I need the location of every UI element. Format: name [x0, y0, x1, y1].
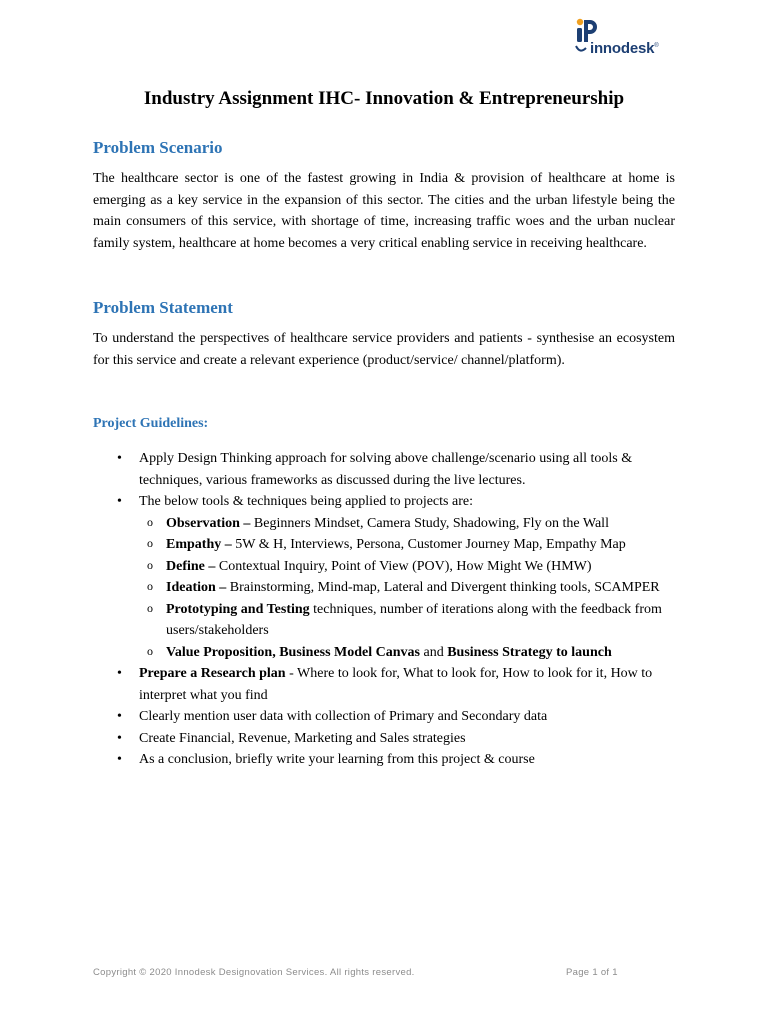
guideline-item-conclusion: • As a conclusion, briefly write your learning from this project & course [93, 749, 683, 771]
footer-page-number: Page 1 of 1 [566, 967, 618, 978]
sub-item-prototyping: o Prototyping and Testing techniques, number of iterations along with the feedback from users/stakeholders [93, 599, 683, 642]
logo-wordmark: innodesk® [590, 40, 659, 57]
tools-sublist [139, 513, 683, 664]
problem-statement-body: To understand the perspectives of healthcare service providers and patients - synthesise an ecosystem for this service and create a relevant experience (product/service/ channel/platform). [93, 331, 675, 368]
sub-item-observation: o Observation – Beginners Mindset, Camera Study, Shadowing, Fly on the Wall [93, 513, 683, 535]
sub-item-empathy: o Empathy – 5W & H, Interviews, Persona, Customer Journey Map, Empathy Map [93, 534, 683, 556]
guideline-item-research-plan: • Prepare a Research plan - Where to look for, What to look for, How to look for it, How to interpret what you find [93, 663, 683, 706]
problem-scenario-heading: Problem Scenario [93, 138, 223, 157]
guidelines-list [93, 448, 683, 771]
innodesk-logo [574, 16, 659, 64]
guideline-item-tools: • The below tools & techniques being applied to projects are: o Observation – Beginners Mindset, Camera Study, Shadowing, Fly on the Wall o Empathy – 5W & H, Interviews, Persona, Customer Journey Map, Empathy Map o Define – Contextual Inquiry, Point of View (POV), How Might We (HMW) o Ideation – Brainstorming, Mind-map, Lateral and Divergent thinking tools, SCAMPER o Prototyping and Testing techniques, number of iterations along with the feedback from users/stakeholders o Value Proposition, Business Model Canvas and Business Strategy to launch [93, 491, 683, 663]
guideline-item-design-thinking: • Apply Design Thinking approach for solving above challenge/scenario using all tools & techniques, various frameworks as discussed during the live lectures. [93, 448, 683, 491]
sub-item-define: o Define – Contextual Inquiry, Point of View (POV), How Might We (HMW) [93, 556, 683, 578]
document-title: Industry Assignment IHC- Innovation & Entrepreneurship [143, 88, 625, 109]
guideline-item-strategies: • Create Financial, Revenue, Marketing and Sales strategies [93, 728, 683, 750]
sub-item-value-proposition: o Value Proposition, Business Model Canvas and Business Strategy to launch [93, 642, 683, 664]
project-guidelines-heading: Project Guidelines: [93, 416, 209, 431]
problem-scenario-body: The healthcare sector is one of the fastest growing in India & provision of healthcare at home is emerging as a key service in the expansion of this sector. The cities and the urban lifestyle being the main consumers of this service, with shortage of time, increasing traffic woes and the urban nuclear family system, healthcare at home becomes a very critical enabling service in receiving healthcare. [93, 171, 675, 251]
sub-item-ideation: o Ideation – Brainstorming, Mind-map, Lateral and Divergent thinking tools, SCAMPER [93, 577, 683, 599]
problem-statement-heading: Problem Statement [93, 298, 233, 317]
footer-copyright: Copyright © 2020 Innodesk Designovation Services. All rights reserved. [93, 967, 415, 978]
guideline-item-user-data: • Clearly mention user data with collection of Primary and Secondary data [93, 706, 683, 728]
